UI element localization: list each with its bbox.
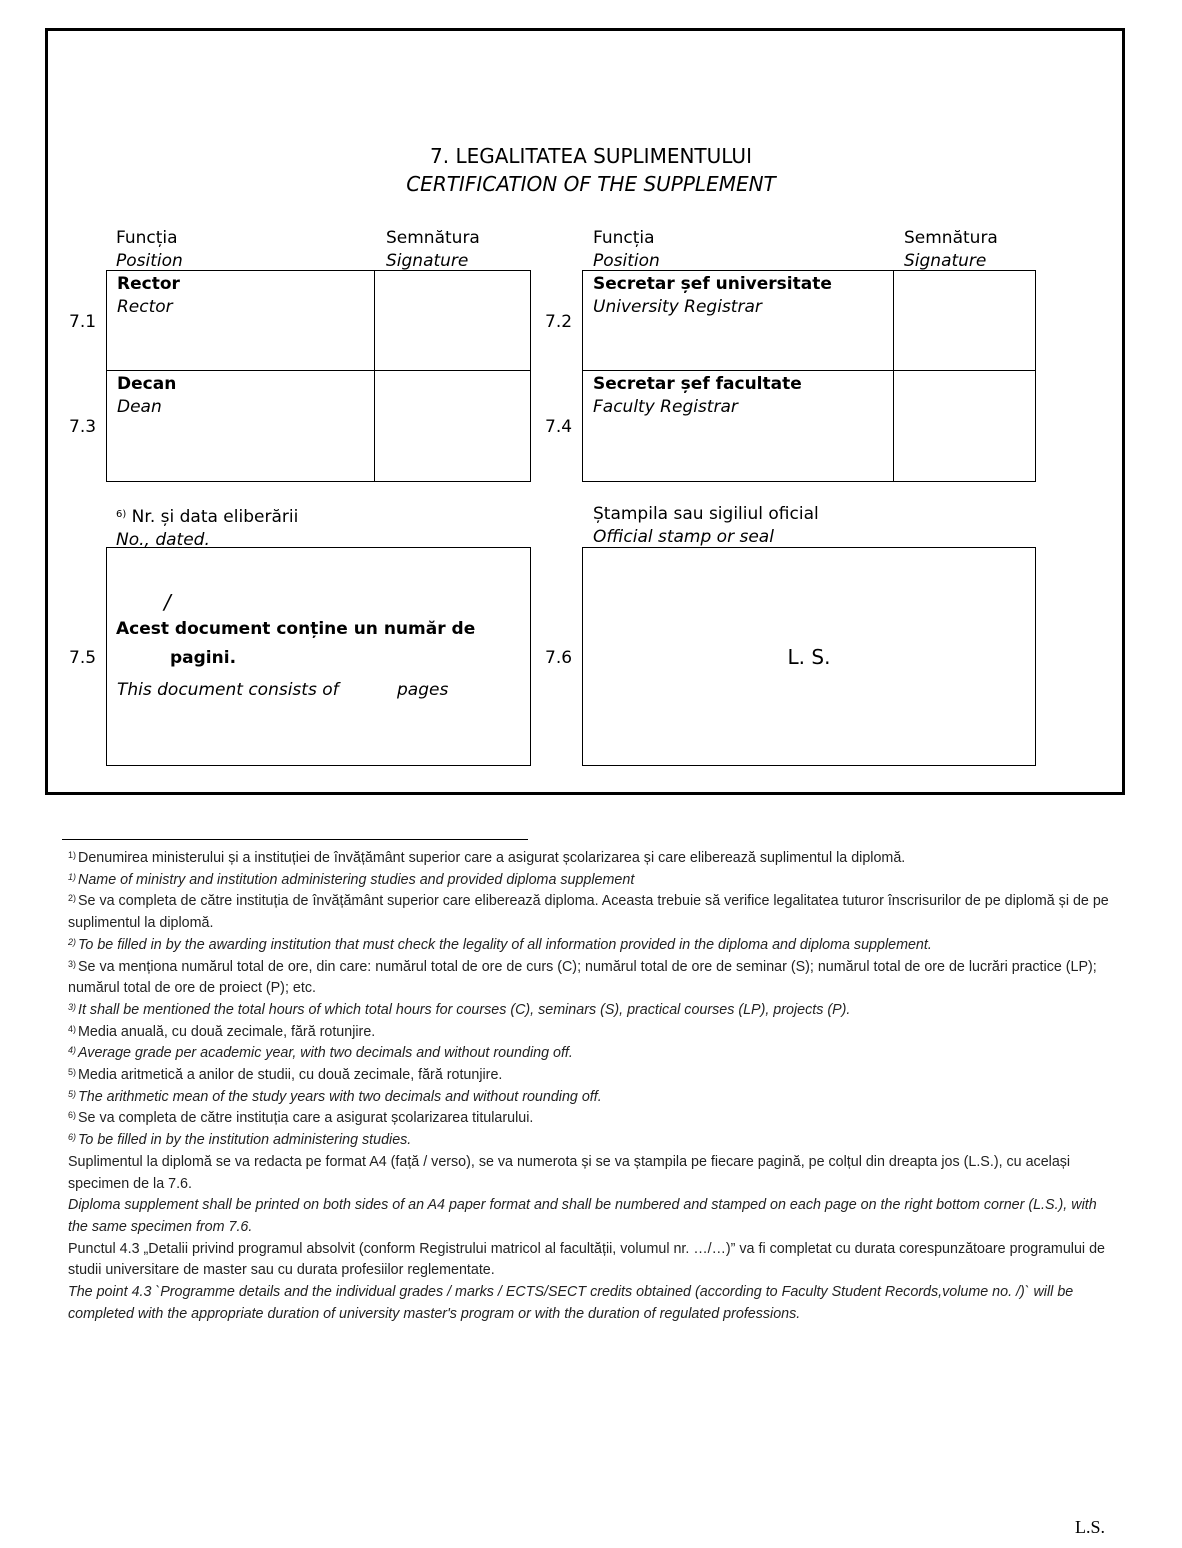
faculty-registrar-label-en: Faculty Registrar (593, 397, 738, 417)
footnotes (68, 848, 1113, 1325)
issue-date-separator: / (164, 590, 171, 614)
footnote-3-en: $^{3)}$ It shall be mentioned the total hours of which total hours for courses (C), seminars (S), practical courses (LP), projects (P). (68, 1001, 851, 1018)
footnote-2: $^{2)}$ Se va completa de către instituția de învățământ superior care eliberează diploma. Aceasta trebuie să verifice legalitatea tuturor înscrisurilor de pe diplomă și de pe suplimentul la diplomă. (68, 893, 1109, 932)
footnote-4: $^{4)}$ Media anuală, cu două zecimale, fără rotunjire. (68, 1023, 376, 1040)
footnote-4-en: $^{4)}$ Average grade per academic year, with two decimals and without rounding off. (68, 1045, 573, 1062)
footnote-5: $^{5)}$ Media aritmetică a anilor de studii, cu două zecimale, fără rotunjire. (68, 1067, 503, 1084)
footnote-6-en: $^{6)}$ To be filled in by the institution administering studies. (68, 1132, 412, 1149)
format-note: Suplimentul la diplomă se va redacta pe format A4 (față / verso), se va numerota și se va ștampila pe fiecare pagină, pe colțul din dreapta jos (L.S.), cu același specimen de la 7.6. (68, 1153, 1071, 1192)
footnote-3: $^{3)}$ Se va menționa numărul total de ore, din care: numărul total de ore de curs (C); numărul total de ore de seminar (S); numărul total de ore de lucrări practice (LP); numărul total de ore de proiect (P); etc. (68, 958, 1097, 997)
point-4-3-note-en: The point 4.3 `Programme details and the individual grades / marks / ECTS/SECT credits obtained (according to Faculty Student Records,volume no. /)` will be completed with the appropriate duration of university master's program or with the duration of regulated professions. (68, 1284, 1074, 1322)
item-number-7-1: 7.1 (69, 312, 97, 332)
left-row-divider (106, 370, 531, 371)
point-4-3-note: Punctul 4.3 „Detalii privind programul absolvit (conform Registrului matricol al facultății, volumul nr. …/…)” va fi completat cu durata corespunzătoare programului de studii universitare de master sau cu durata profesiilor reglementate. (68, 1240, 1105, 1279)
faculty-registrar-signature-field[interactable] (895, 372, 1034, 480)
page-stamp-mark: L.S. (1075, 1517, 1106, 1537)
footnote-ref-6: 6) (116, 509, 127, 520)
page-count-label-en-end: pages (397, 680, 449, 700)
section-title: 7. LEGALITATEA SUPLIMENTULUI (430, 144, 752, 168)
right-column-divider (893, 270, 894, 482)
footnote-5-en: $^{5)}$ The arithmetic mean of the study years with two decimals and without rounding off. (68, 1088, 602, 1105)
stamp-header: Ștampila sau sigiliul oficial Official stamp or seal (593, 504, 819, 547)
item-number-7-4: 7.4 (545, 417, 573, 437)
item-number-7-5: 7.5 (69, 648, 97, 668)
footnote-2-en: $^{2)}$ To be filled in by the awarding institution that must check the legality of all information provided in the diploma and diploma supplement. (68, 936, 932, 953)
dean-signature-field[interactable] (376, 372, 529, 480)
format-note-en: Diploma supplement shall be printed on both sides of an A4 paper format and shall be numbered and stamped on each page on the right bottom corner (L.S.), with the same specimen from 7.6. (68, 1197, 1097, 1235)
left-position-header: Funcția Position (116, 228, 183, 271)
page-count-label-end: pagini. (170, 648, 237, 668)
item-number-7-3: 7.3 (69, 417, 97, 437)
university-registrar-label-en: University Registrar (593, 297, 762, 317)
right-signature-header: Semnătura Signature (904, 228, 998, 271)
university-registrar-signature-field[interactable] (895, 272, 1034, 369)
section-title-en: CERTIFICATION OF THE SUPPLEMENT (406, 172, 776, 196)
university-registrar-label: Secretar șef universitate (593, 274, 832, 294)
stamp-mark: L. S. (787, 645, 831, 669)
rector-signature-field[interactable] (376, 272, 529, 369)
right-row-divider (582, 370, 1036, 371)
page-count-label: Acest document conține un număr de (116, 619, 476, 639)
issue-number-header: $^{6)}$ Nr. și data eliberării No., dated. (116, 507, 299, 550)
rector-label: Rector (117, 274, 180, 294)
dean-label-en: Dean (117, 397, 162, 417)
left-signature-header: Semnătura Signature (386, 228, 480, 271)
item-number-7-6: 7.6 (545, 648, 573, 668)
dean-label: Decan (117, 374, 177, 394)
faculty-registrar-label: Secretar șef facultate (593, 374, 802, 394)
left-column-divider (374, 270, 375, 482)
rector-label-en: Rector (117, 297, 173, 317)
right-position-header: Funcția Position (593, 228, 660, 271)
footnote-6: $^{6)}$ Se va completa de către instituția care a asigurat școlarizarea titularului. (68, 1110, 534, 1127)
item-number-7-2: 7.2 (545, 312, 573, 332)
footnote-separator (62, 839, 528, 840)
footnote-1-en: $^{1)}$ Name of ministry and institution administering studies and provided diploma supplement (68, 871, 635, 888)
page-count-label-en: This document consists of (117, 680, 339, 700)
footnote-1: $^{1)}$ Denumirea ministerului și a instituției de învățământ superior care a asigurat școlarizarea și care eliberează suplimentul la diplomă. (68, 850, 906, 866)
